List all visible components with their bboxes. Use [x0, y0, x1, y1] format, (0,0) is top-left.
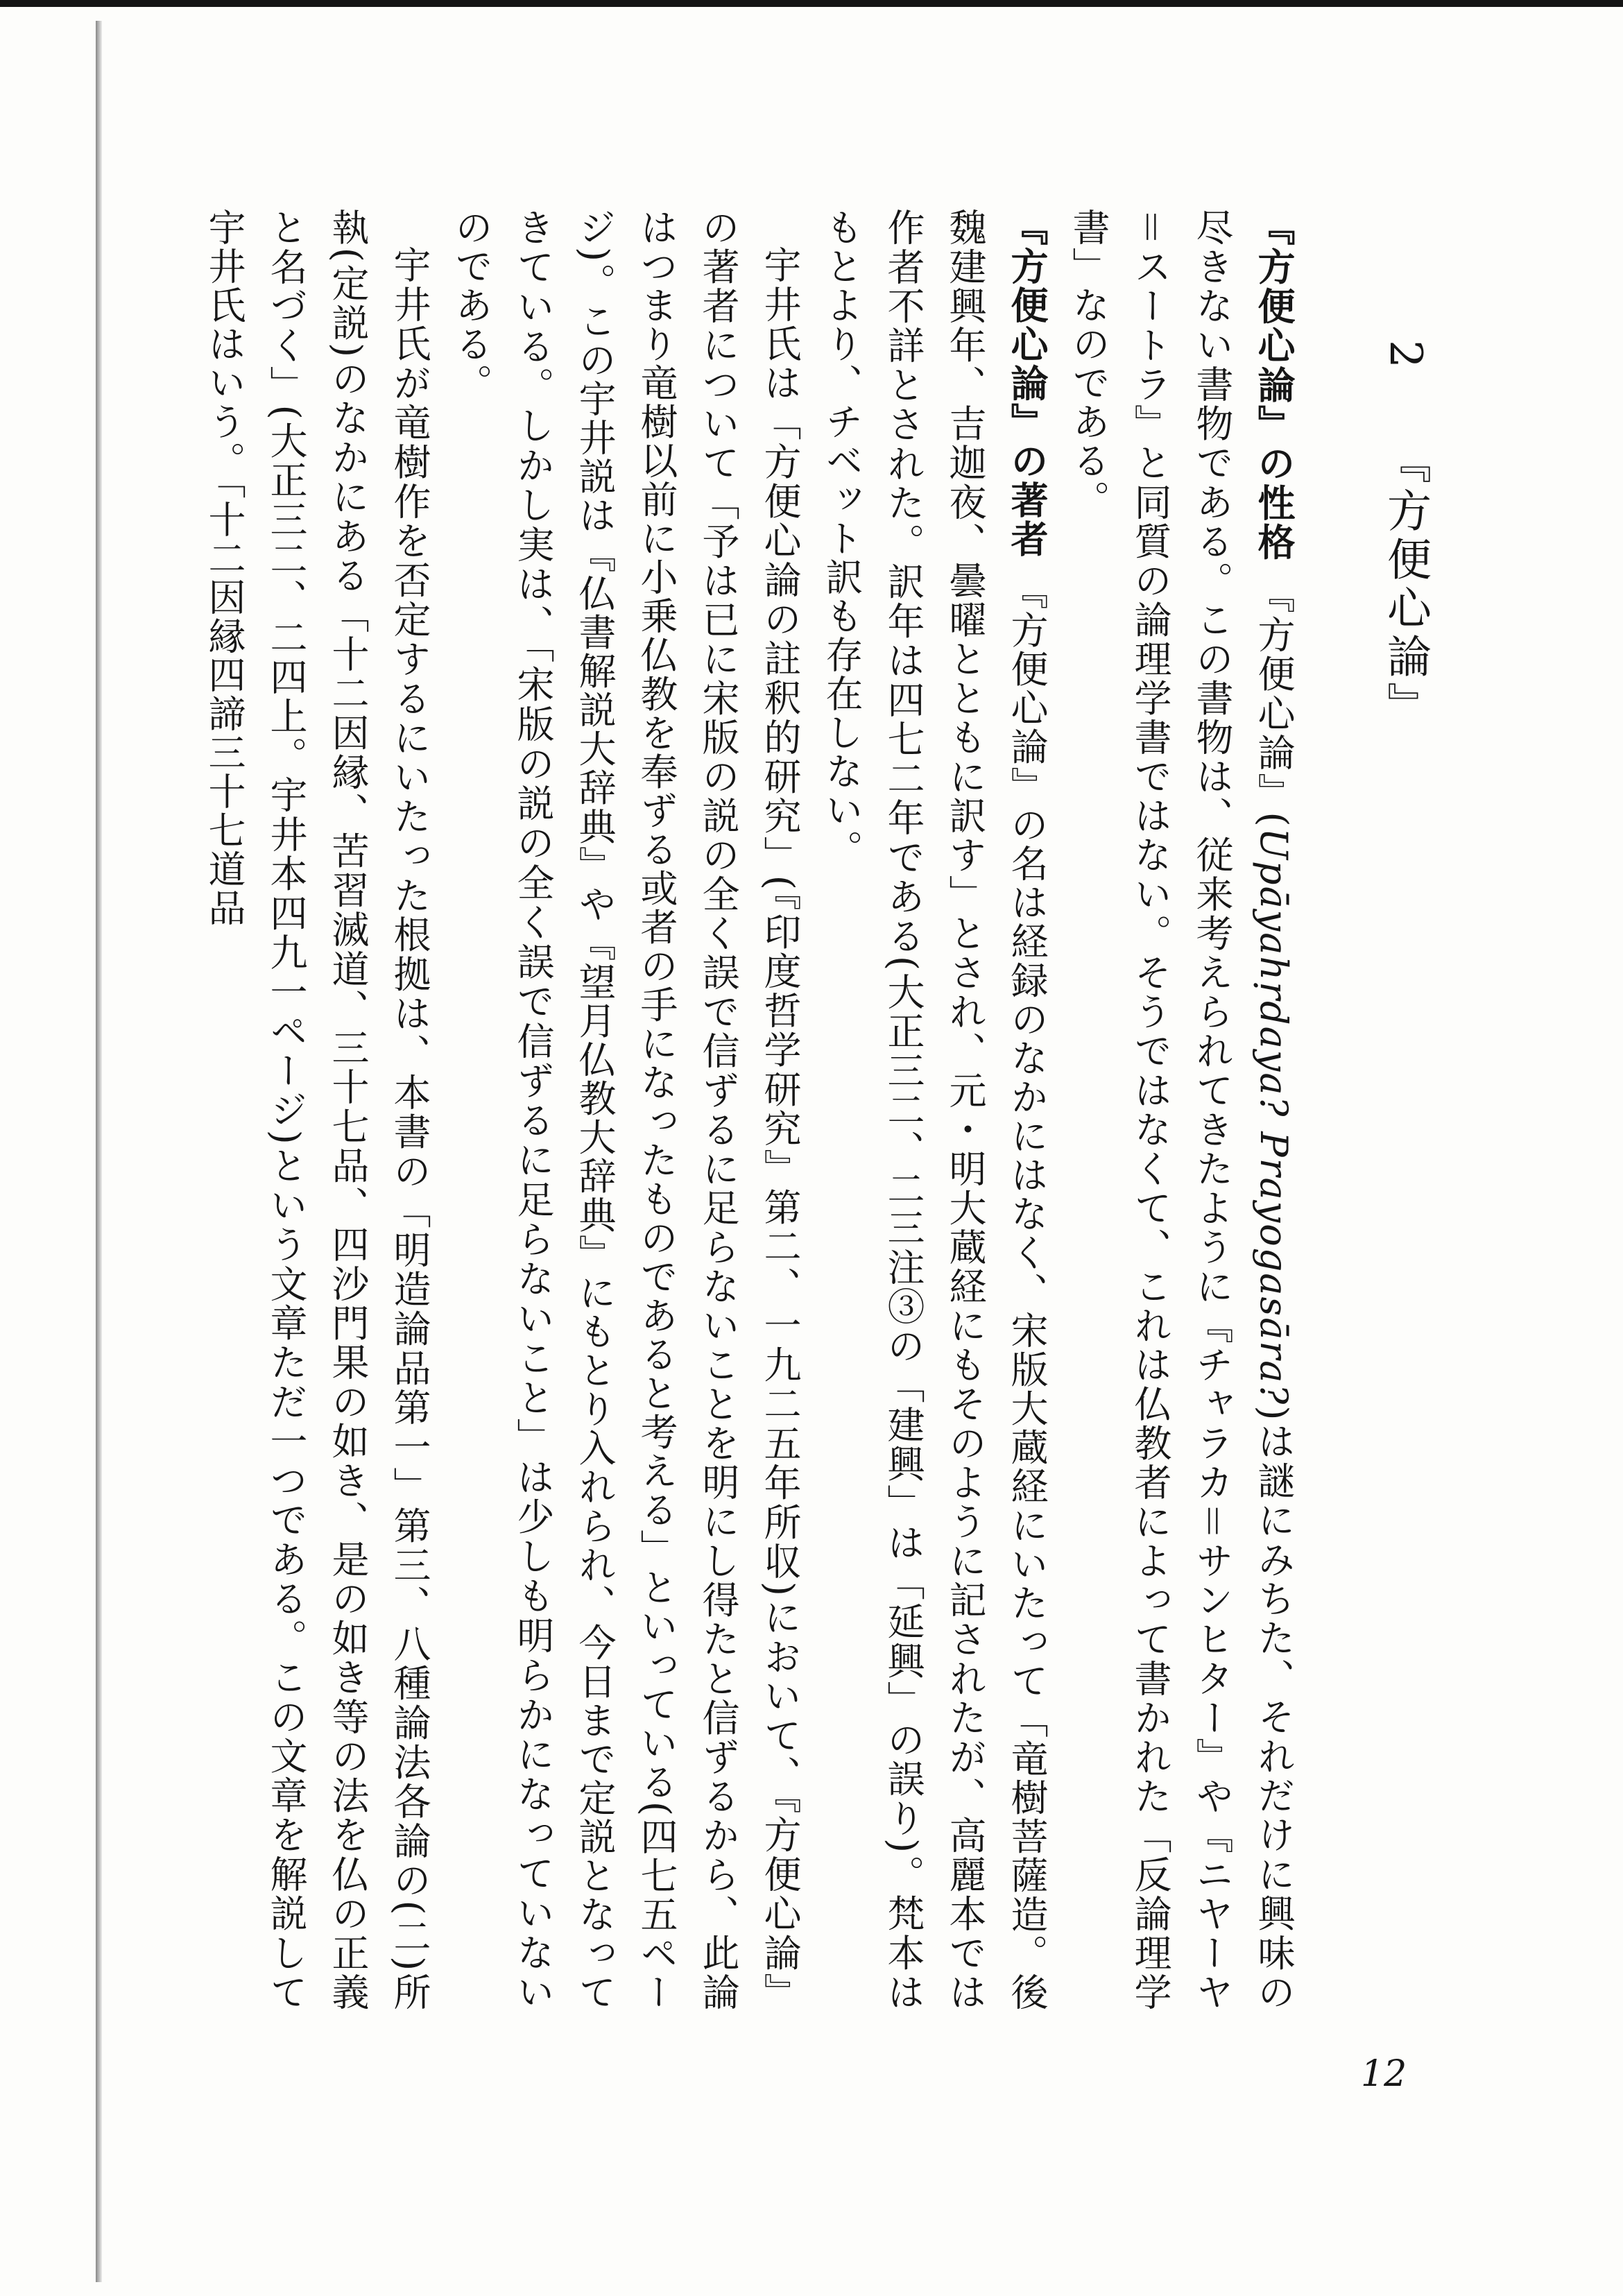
paragraph-ui-basis: 宇井氏が竜樹作を否定するにいたった根拠は、本書の「明造論品第一」第三、八種論法各論の(二)所執(定説)のなかにある「十二因縁、苦習滅道、三十七品、四沙門果の如き、是の如き等の法を仏の正義と名づく」(大正三二、二四上。宇井本四九一ページ)という文章ただ一つである。この文章を解説して宇井氏はいう。「十二因縁四諦三十七道品	[203, 208, 431, 2012]
run-in-heading-author: 『方便心論』の著者	[1005, 208, 1049, 558]
paragraph-text: 『方便心論』(	[1252, 576, 1296, 828]
section-title: 『方便心論』	[1380, 439, 1431, 731]
sanskrit-title: Upāyahṛdaya? Prayogasāra?	[1252, 828, 1296, 1406]
section-number: 2	[1380, 340, 1431, 372]
run-in-heading-character: 『方便心論』の性格	[1252, 208, 1296, 563]
paragraph-character	[1058, 208, 1305, 2012]
page-body	[203, 208, 1436, 2012]
paragraph-author	[811, 208, 1058, 2012]
paragraph-text: 『方便心論』の名は経録のなかにはなく、宋版大蔵経にいたって「竜樹菩薩造。後魏建興年、吉迦夜、曇曜とともに訳す」とされ、元・明大蔵経にもそのように記されたが、高麗本では作者不詳とされた。訳年は四七二年である(大正三二、二三注③の「建興」は「延興」の誤り)。梵本はもとより、チベット訳も存在しない。	[820, 208, 1049, 2012]
page-number: 12	[1361, 2053, 1407, 2095]
paragraph-ui-view: 宇井氏は「方便心論の註釈的研究」(『印度哲学研究』第二、一九二五年所収)において、『方便心論』の著者について「予は已に宋版の説の全く誤で信ずるに足らないことを明にし得たと信ずるから、此論はつまり竜樹以前に小乗仏教を奉ずる或者の手になったものであると考える」といっている(四七五ページ)。この宇井説は『仏書解説大辞典』や『望月仏教大辞典』にもとり入れられ、今日まで定説となってきている。しかし実は、「宋版の説の全く誤で信ずるに足らないこと」は少しも明らかになっていないのである。	[449, 208, 802, 2012]
top-border	[0, 0, 1623, 7]
section-heading	[1374, 208, 1436, 2012]
binding-shadow	[96, 21, 102, 2282]
paragraph-text: )は謎にみちた、それだけに興味の尽きない書物である。この書物は、従来考えられてきたように『チャラカ＝サンヒター』や『ニヤーヤ＝スートラ』と同質の論理学書ではない。そうではなくて、これは仏教者によって書かれた「反論理学書」なのである。	[1067, 208, 1296, 2012]
